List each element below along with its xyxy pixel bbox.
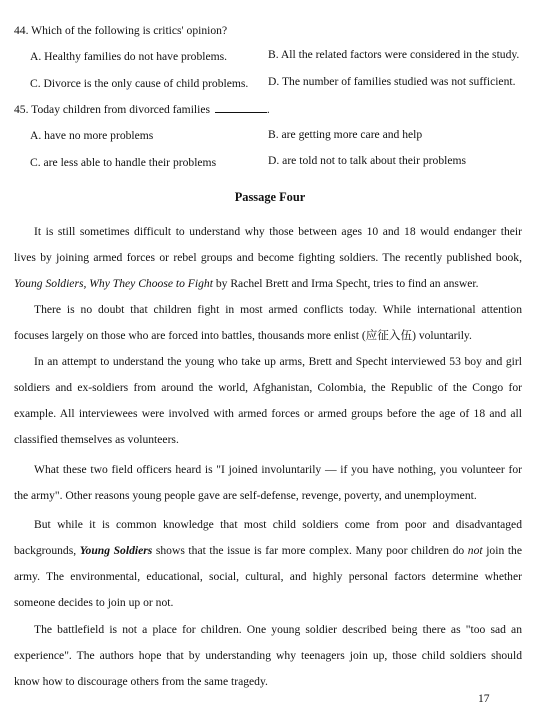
q44-stem: 44. Which of the following is critics' opinion? xyxy=(14,24,228,37)
paragraph-line: soldiers and ex-soldiers from around the world, Afghanistan, Colombia, the Republic of the Congo for xyxy=(14,381,522,394)
paragraph-line: someone decides to join up or not. xyxy=(14,596,174,609)
paragraph-line: the army". Other reasons young people gave are self-defense, revenge, poverty, and unemployment. xyxy=(14,489,477,502)
paragraph-6 xyxy=(14,617,522,695)
emphasis-text: not xyxy=(467,544,483,557)
q44-option-b: B. All the related factors were considered in the study. xyxy=(268,48,520,61)
q45-option-b: B. are getting more care and help xyxy=(268,128,423,141)
book-title: Young Soldiers, Why They Choose to Fight xyxy=(14,277,213,290)
paragraph-line xyxy=(14,538,522,564)
paragraph-text: backgrounds, xyxy=(14,544,80,557)
q45-stem xyxy=(14,103,270,116)
paragraph-line: It is still sometimes difficult to understand why those between ages 10 and 18 would endanger their xyxy=(34,225,522,238)
paragraph-line: example. All interviewees were involved with armed forces or armed groups before the age of 18 and all xyxy=(14,407,522,420)
paragraph-line: know how to discourage others from the same tragedy. xyxy=(14,675,268,688)
q44-option-d: D. The number of families studied was not sufficient. xyxy=(268,75,516,88)
q45-option-a: A. have no more problems xyxy=(30,129,154,142)
paragraph-line: There is no doubt that children fight in most armed conflicts today. While international attention xyxy=(34,303,522,316)
paragraph-line: The battlefield is not a place for children. One young soldier described being there as "too sad an xyxy=(34,623,522,636)
q45-option-c: C. are less able to handle their problems xyxy=(30,156,217,169)
paragraph-line: In an attempt to understand the young who take up arms, Brett and Specht interviewed 53 boy and girl xyxy=(34,355,522,368)
q45-stem-text: 45. Today children from divorced families xyxy=(14,103,211,116)
paragraph-line: But while it is common knowledge that most child soldiers come from poor and disadvantaged xyxy=(34,518,522,531)
q45-option-d: D. are told not to talk about their problems xyxy=(268,154,467,167)
q44-option-c: C. Divorce is the only cause of child problems. xyxy=(30,77,249,90)
paragraph-text: join the xyxy=(482,544,522,557)
paragraph-line: classified themselves as volunteers. xyxy=(14,433,179,446)
paragraph-4 xyxy=(14,457,522,509)
paragraph-line xyxy=(14,271,522,297)
paragraph-2 xyxy=(14,297,522,349)
paragraph-line: army. The environmental, educational, social, cultural, and highly personal factors determine whether xyxy=(14,570,522,583)
paragraph-line: experience". The authors hope that by understanding why teenagers join up, those child soldiers should xyxy=(14,649,522,662)
paragraph-5 xyxy=(14,512,522,616)
q45-answer-blank xyxy=(215,111,267,113)
q44-option-a: A. Healthy families do not have problems. xyxy=(30,50,228,63)
paragraph-text: by Rachel Brett and Irma Specht, tries to find an answer. xyxy=(212,277,479,290)
paragraph-3 xyxy=(14,349,522,453)
paragraph-text: shows that the issue is far more complex. Many poor children do xyxy=(152,544,468,557)
paragraph-1 xyxy=(14,219,522,297)
page-number: 17 xyxy=(478,692,490,705)
paragraph-line: What these two field officers heard is "I joined involuntarily — if you have nothing, you volunteer for xyxy=(34,463,522,476)
passage-title: Passage Four xyxy=(234,190,306,204)
paragraph-line: lives by joining armed forces or rebel groups and become fighting soldiers. The recently published book, xyxy=(14,251,522,264)
paragraph-line: focuses largely on those who are forced into battles, thousands more enlist (应征入伍) voluntarily. xyxy=(14,329,472,342)
book-title: Young Soldiers xyxy=(79,544,153,557)
q45-stem-end: . xyxy=(266,103,270,116)
